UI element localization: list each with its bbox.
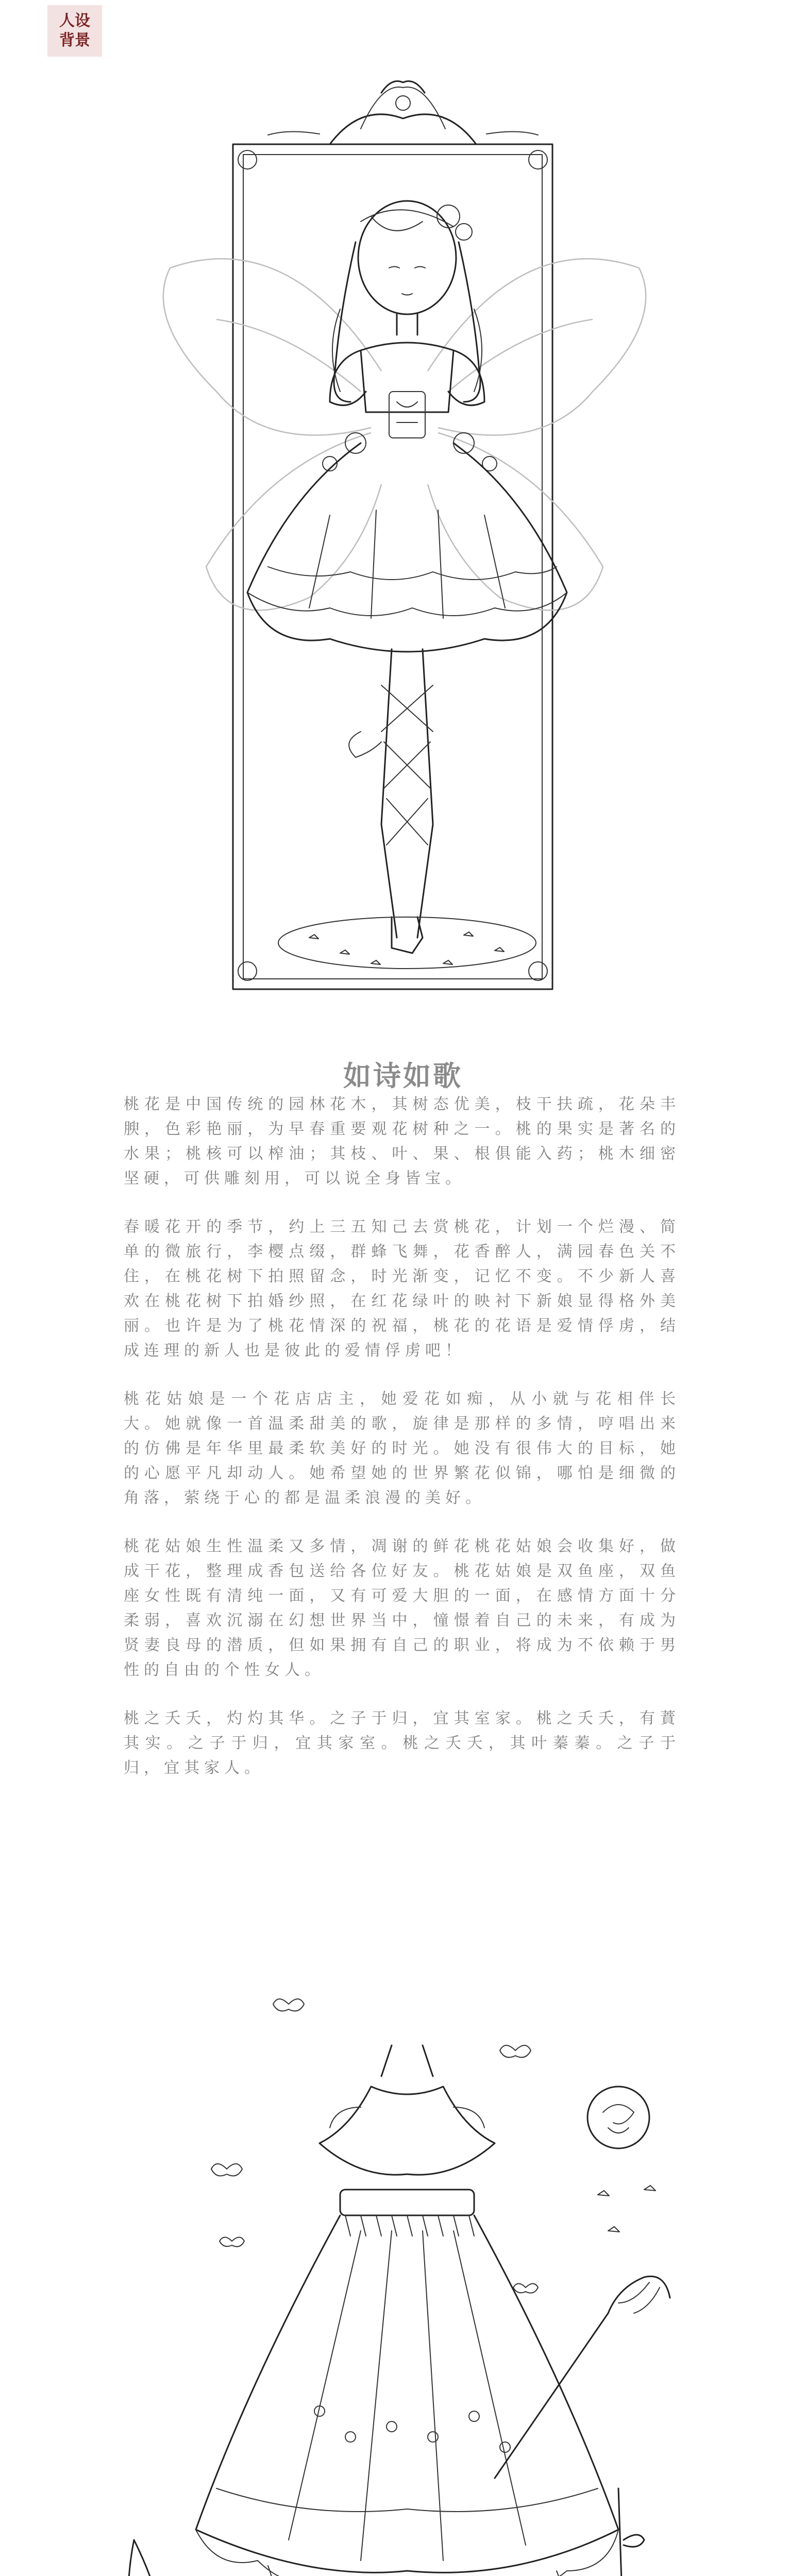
dress-illustration xyxy=(0,1973,806,2576)
story-text xyxy=(124,1092,680,1804)
paragraph: 桃之夭夭，灼灼其华。之子于归，宜其室家。桃之夭夭，有蕡其实。之子于归，宜其家室。桃之夭夭，其叶蓁蓁。之子于归，宜其家人。 xyxy=(124,1709,680,1777)
paragraph: 桃花姑娘是一个花店店主，她爱花如痴，从小就与花相伴长大。她就像一首温柔甜美的歌，旋律是那样的多情，哼唱出来的仿佛是年华里最柔软美好的时光。她没有很伟大的目标，她的心愿平凡却动人。她希望她的世界繁花似锦，哪怕是细微的角落，萦绕于心的都是温柔浪漫的美好。 xyxy=(124,1390,680,1507)
badge-line-1: 人设 xyxy=(59,12,90,30)
paragraph: 桃花姑娘生性温柔又多情，凋谢的鲜花桃花姑娘会收集好，做成干花，整理成香包送给各位好友。桃花姑娘是双鱼座，双鱼座女性既有清纯一面，又有可爱大胆的一面，在感情方面十分柔弱，喜欢沉溺在幻想世界当中，憧憬着自己的未来，有成为贤妻良母的潜质，但如果拥有自己的职业，将成为不依赖于男性的自由的个性女人。 xyxy=(124,1537,680,1679)
section-title: 如诗如歌 xyxy=(343,1060,463,1093)
paragraph: 春暖花开的季节，约上三五知己去赏桃花，计划一个烂漫、简单的微旅行，李樱点缀，群蜂飞舞，花香醉人，满园春色关不住，在桃花树下拍照留念，时光渐变，记忆不变。不少新人喜欢在桃花树下拍婚纱照，在红花绿叶的映衬下新娘显得格外美丽。也许是为了桃花情深的祝福，桃花的花语是爱情俘虏，结成连理的新人也是彼此的爱情俘虏吧！ xyxy=(124,1218,680,1360)
paragraph: 桃花是中国传统的园林花木，其树态优美，枝干扶疏，花朵丰腴，色彩艳丽，为早春重要观花树种之一。桃的果实是著名的水果；桃核可以榨油；其枝、叶、果、根俱能入药；桃木细密坚硬，可供雕刻用，可以说全身皆宝。 xyxy=(124,1095,680,1188)
badge-line-2: 背景 xyxy=(59,31,90,49)
fairy-girl-illustration xyxy=(0,0,806,1010)
